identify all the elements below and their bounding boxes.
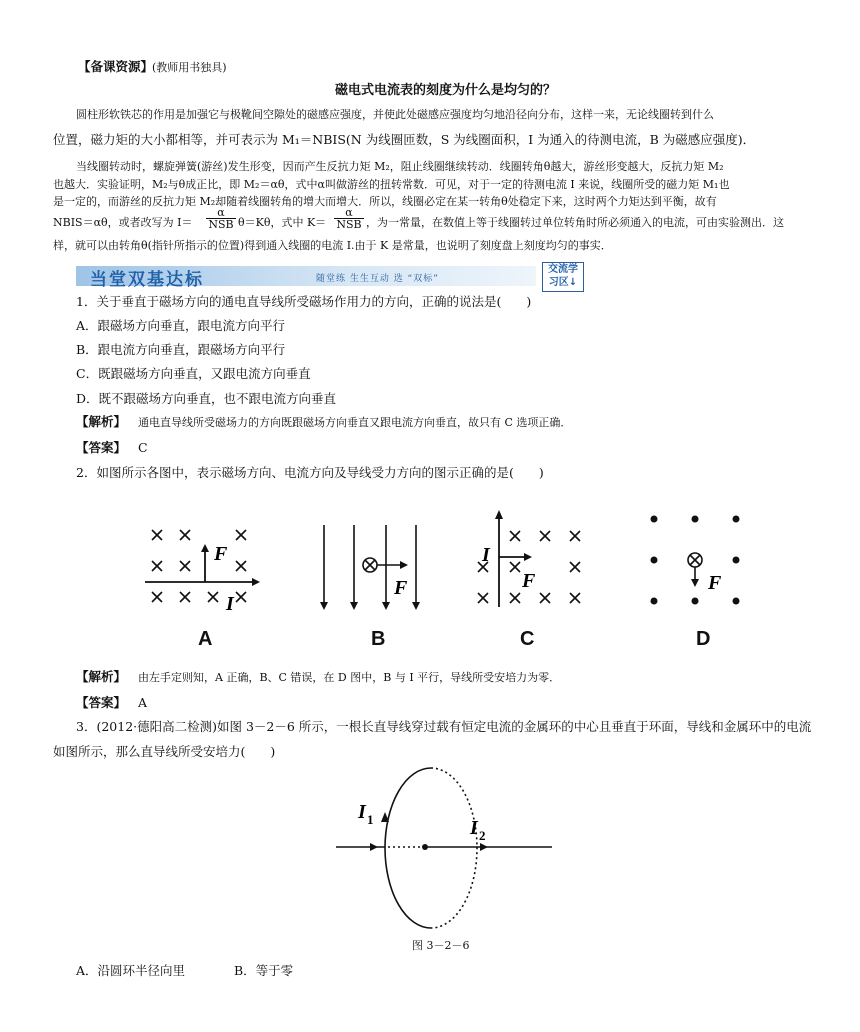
banner-subtitle: 随堂练 生生互动 选 “双标” xyxy=(316,274,439,284)
current-i2-subscript: 2 xyxy=(479,828,486,843)
fraction-k-denominator: NSB xyxy=(334,218,364,230)
exchange-area-badge xyxy=(542,262,584,292)
paragraph-line: 圆柱形软铁芯的作用是加强它与极靴间空隙处的磁感应强度，并使此处磁感应强度均匀地沿径向分布，这样一来，无论线圈转到什么 xyxy=(76,108,714,121)
option: D．既不跟磁场方向垂直，也不跟电流方向垂直 xyxy=(76,391,337,406)
current-label: I xyxy=(482,544,490,566)
section-title: 磁电式电流表的刻度为什么是均匀的？ xyxy=(335,83,557,98)
analysis-text: 由左手定则知，A 正确，B、C 错误，在 D 图中，B 与 I 平行，导线所受安培力为零． xyxy=(138,671,561,684)
formula-line-start: NBIS＝αθ，或者改写为 I＝ xyxy=(53,216,193,229)
paragraph-line: 样，就可以由转角θ(指针所指示的位置)得到通入线圈的电流 I.由于 K 是常量，也说明了刻度盘上刻度均匀的事实． xyxy=(53,239,612,252)
fraction-k-numerator: α xyxy=(345,206,353,219)
figure-c-label: C xyxy=(520,628,535,650)
answer-text: C xyxy=(138,440,148,455)
section-banner xyxy=(76,262,584,290)
fraction-denominator: NSB xyxy=(206,218,236,230)
answer-text: A xyxy=(138,695,148,710)
banner-title: 当堂双基达标 xyxy=(90,270,204,290)
fraction xyxy=(206,207,236,230)
figure-c xyxy=(470,505,600,620)
figure-b-label: B xyxy=(371,628,386,650)
option: C．既跟磁场方向垂直，又跟电流方向垂直 xyxy=(76,366,311,381)
question-3-stem-cont: 如图所示，那么直导线所受安培力( ) xyxy=(53,744,276,759)
analysis-label: 【解析】 xyxy=(76,414,127,429)
option: A．跟磁场方向垂直，跟电流方向平行 xyxy=(76,318,286,333)
figure-d-label: D xyxy=(696,628,711,650)
question-2-stem: 2．如图所示各图中，表示磁场方向、电流方向及导线受力方向的图示正确的是( ) xyxy=(76,465,544,480)
option: A．沿圆环半径向里 xyxy=(76,963,186,978)
current-i1-label: I xyxy=(358,801,366,823)
figure-caption: 图 3－2－6 xyxy=(412,939,470,952)
force-label: F xyxy=(708,572,722,594)
force-label: F xyxy=(394,577,408,599)
question-1-stem: 1．关于垂直于磁场方向的通电直导线所受磁场作用力的方向，正确的说法是( ) xyxy=(76,294,532,309)
current-i2-label: I xyxy=(470,817,478,839)
current-label: I xyxy=(226,593,234,615)
resource-note: (教师用书独具) xyxy=(152,61,227,74)
badge-line-1: 交流学 xyxy=(548,264,578,275)
option: B．等于零 xyxy=(234,963,294,978)
answer-label: 【答案】 xyxy=(76,695,127,710)
paragraph-line: 当线圈转动时，螺旋弹簧(游丝)发生形变，因而产生反抗力矩 M₂，阻止线圈继续转动．线圈转角θ越大，游丝形变越大，反抗力矩 M₂ xyxy=(76,160,724,173)
badge-line-2: 习区↓ xyxy=(548,277,578,288)
paragraph-line: 是一定的，而游丝的反抗力矩 M₂却随着线圈转角的增大而增大．所以，线圈必定在某一转角θ处稳定下来，这时两个力矩达到平衡，故有 xyxy=(53,195,717,208)
fraction-numerator: α xyxy=(217,206,225,219)
resource-tag: 【备课资源】 xyxy=(78,59,154,74)
figure-a xyxy=(140,520,270,620)
analysis-text: 通电直导线所受磁场力的方向既跟磁场方向垂直又跟电流方向垂直，故只有 C 选项正确． xyxy=(138,416,572,429)
figure-b xyxy=(310,520,430,620)
option: B．跟电流方向垂直，跟磁场方向平行 xyxy=(76,342,286,357)
fraction-k xyxy=(334,207,364,230)
figure-d xyxy=(640,505,760,620)
figure-a-label: A xyxy=(198,628,213,650)
paragraph-line: 位置，磁力矩的大小都相等，并可表示为 M₁＝NBIS(N 为线圈匝数，S 为线圈面积，I 为通入的待测电流，B 为磁感应强度)． xyxy=(53,132,756,147)
paragraph-line: 也越大．实验证明，M₂与θ成正比，即 M₂＝αθ，式中α叫做游丝的扭转常数．可见，对于一定的待测电流 I 来说，线圈所受的磁力矩 M₁也 xyxy=(53,178,730,191)
current-i1-subscript: 1 xyxy=(367,812,374,827)
formula-line-mid: θ＝Kθ，式中 K＝ xyxy=(238,216,327,229)
formula-line-end: ，为一常量，在数值上等于线圈转过单位转角时所必须通入的电流，可由实验测出．这 xyxy=(366,216,784,229)
figure-3-2-6 xyxy=(330,760,560,930)
force-label: F xyxy=(214,543,228,565)
answer-label: 【答案】 xyxy=(76,440,127,455)
force-label: F xyxy=(522,570,536,592)
question-3-stem: 3．(2012·德阳高二检测)如图 3－2－6 所示，一根长直导线穿过载有恒定电流的金属环的中心且垂直于环面，导线和金属环中的电流 xyxy=(76,719,812,734)
analysis-label: 【解析】 xyxy=(76,669,127,684)
